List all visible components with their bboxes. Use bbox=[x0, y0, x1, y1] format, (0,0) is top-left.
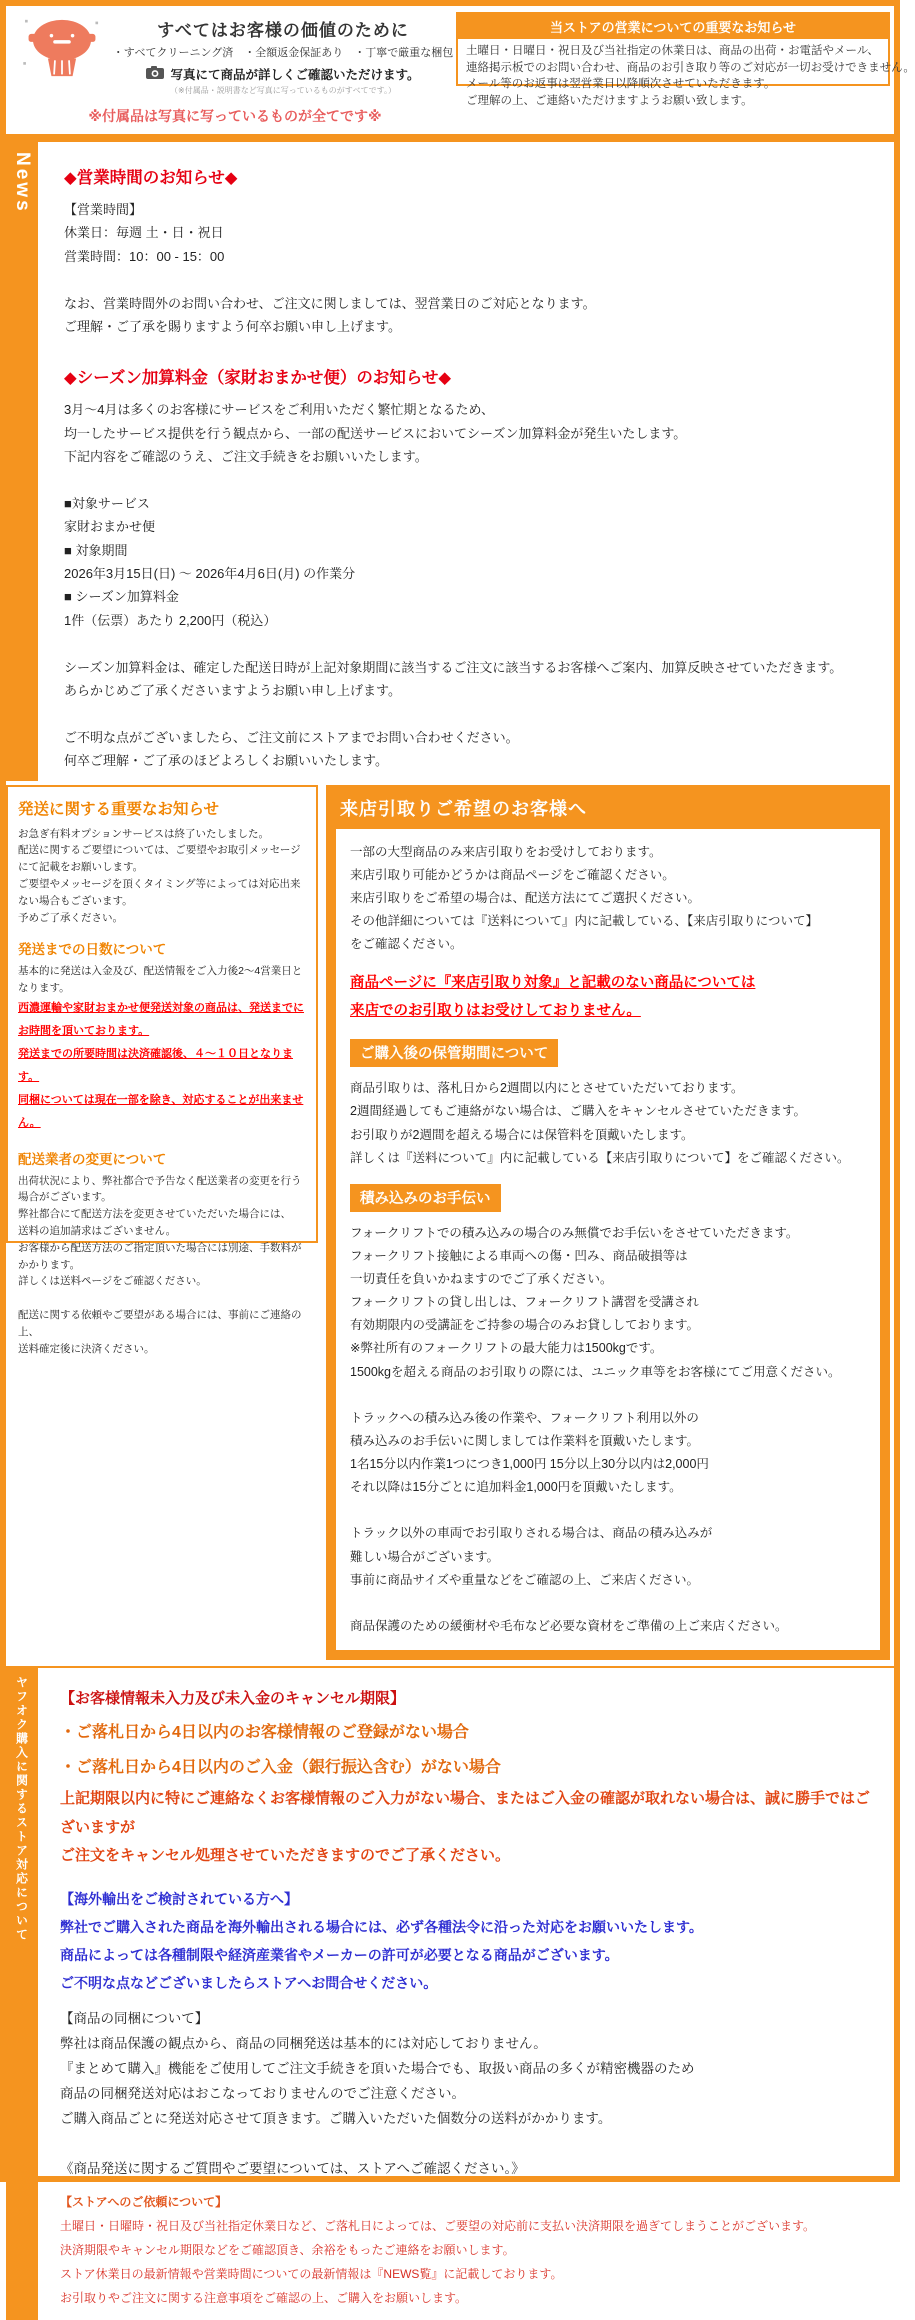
text-line: 弊社でご購入された商品を海外輸出される場合には、必ず各種法令に沿った対応をお願いいたします。 bbox=[60, 1918, 703, 1935]
cancel-deadline-bullets bbox=[60, 1715, 872, 1785]
store-mascot-icon bbox=[14, 12, 110, 85]
text-line: ストア休業日の最新情報や営業時間についての最新情報は『NEWS覧』に記載しております。 bbox=[60, 2266, 563, 2281]
loading-help-lines bbox=[350, 1222, 866, 1638]
text-line bbox=[64, 268, 854, 291]
header-left bbox=[14, 12, 456, 126]
yahoo-policy-section bbox=[6, 1666, 894, 2320]
bullet-line: ・ご落札日から4日以内のお客様情報のご登録がない場合 bbox=[60, 1724, 469, 1742]
text-line: その他詳細については『送料について』内に記載している、【来店引取りについて】 bbox=[350, 913, 819, 928]
bundle-notice bbox=[60, 2007, 872, 2182]
text-line bbox=[350, 1592, 866, 1615]
text-line: お急ぎ有料オプションサービスは終了いたしました。 bbox=[18, 827, 270, 840]
text-line: 予めご了承ください。 bbox=[18, 911, 123, 924]
text-line: 【海外輸出をご検討されている方へ】 bbox=[60, 1890, 298, 1907]
store-tagline bbox=[110, 12, 456, 96]
text-line: ご不明な点などございましたらストアへお問合せください。 bbox=[60, 1974, 438, 1991]
warning-line: 同梱については現在一部を除き、対応することが出来ません。 bbox=[18, 1094, 304, 1130]
warning-line: 西濃運輸や家財おまかせ便発送対象の商品は、発送までにお時間を頂いております。 bbox=[18, 1001, 304, 1038]
text-line: フォークリフトの貸し出しは、フォークリフト講習を受講され bbox=[350, 1295, 699, 1310]
text-line: 来店引取りをご希望の場合は、配送方法にてご選択ください。 bbox=[350, 890, 701, 905]
middle-columns bbox=[6, 781, 894, 1660]
text-line: フォークリフトでの積み込みの場合のみ無償でお手伝いをさせていただきます。 bbox=[350, 1225, 799, 1240]
text-line: 1500kgを超える商品のお引取りの際には、ユニック車等をお客様にてご用意ください。 bbox=[350, 1364, 841, 1379]
text-line: 『まとめて購入』機能をご使用してご注文手続きを頂いた場合でも、取扱い商品の多くが精密機器のため bbox=[60, 2060, 695, 2076]
text-line: 土曜日・日曜時・祝日及び当社指定休業日など、ご落札日によっては、ご要望の対応前に支払い決済期限を過ぎてしまうことがございます。 bbox=[60, 2218, 816, 2233]
photo-note: （※付属品・説明書など写真に写っているものがすべてです。） bbox=[170, 86, 396, 95]
text-line: 何卒ご理解・ご了承のほどよろしくお願いいたします。 bbox=[64, 753, 388, 769]
tagline-points: ・すべてクリーニング済 ・全額返金保証あり ・丁寧で厳重な梱包 bbox=[112, 47, 454, 59]
text-line: 2026年3月15日(日) ～ 2026年4月6日(月) の作業分 bbox=[64, 566, 356, 582]
warning-line: 来店でのお引取りはお受けしておりません。 bbox=[350, 1002, 641, 1019]
text-line: 営業時間：10：00 - 15：00 bbox=[64, 248, 225, 264]
text-line: それ以降は15分ごとに追加料金1,000円を頂戴いたします。 bbox=[350, 1480, 682, 1495]
tagline-title: すべてはお客様の価値のために bbox=[157, 21, 409, 40]
camera-icon bbox=[146, 66, 164, 82]
text-line: ※弊社所有のフォークリフトの最大能力は1500kgです。 bbox=[350, 1341, 663, 1356]
store-request-heading: 【ストアへのご依頼について】 bbox=[60, 2194, 228, 2209]
warning-line: 上記期限以内に特にご連絡なくお客様情報のご入力がない場合、またはご入金の確認が取れない場合は、誠に勝手ではございますが bbox=[60, 1790, 871, 1836]
text-line: 休業日：毎週 土・日・祝日 bbox=[64, 225, 224, 241]
text-line: 送料確定後に決済ください。 bbox=[18, 1342, 155, 1355]
text-line: 土曜日・日曜日・祝日及び当社指定の休業日は、商品の出荷・お電話やメール、 bbox=[466, 45, 879, 57]
text-line: 詳しくは送料ページをご確認ください。 bbox=[18, 1275, 207, 1288]
business-notice-box bbox=[456, 12, 915, 108]
warning-line: 発送までの所要時間は決済確認後、４～１０日となります。 bbox=[18, 1048, 293, 1084]
shipping-days-heading: 発送までの日数について bbox=[18, 942, 167, 958]
text-line: 事前に商品サイズや重量などをご確認の上、ご来店ください。 bbox=[350, 1572, 700, 1587]
text-line: ご不明な点がございましたら、ご注文前にストアまでお問い合わせください。 bbox=[64, 729, 519, 745]
storage-period-badge: ご購入後の保管期間について bbox=[350, 1039, 558, 1067]
shipping-carrier-heading: 配送業者の変更について bbox=[18, 1151, 167, 1167]
text-line: トラックへの積み込み後の作業や、フォークリフト利用以外の bbox=[350, 1410, 699, 1425]
news-content bbox=[38, 142, 894, 781]
warning-line: 商品ページに『来店引取り対象』と記載のない商品については bbox=[350, 975, 756, 992]
text-line bbox=[60, 2132, 872, 2157]
text-line: 下記内容をご確認のうえ、ご注文手続きをお願いいたします。 bbox=[64, 449, 428, 465]
text-line: 商品保護のための緩衝材や毛布など必要な資材をご準備の上ご来店ください。 bbox=[350, 1618, 788, 1633]
export-notice bbox=[60, 1885, 872, 1997]
text-line: 難しい場合がございます。 bbox=[350, 1549, 500, 1564]
text-line: ■対象サービス bbox=[64, 495, 150, 511]
business-notice-title: 当ストアの営業についての重要なお知らせ bbox=[458, 14, 888, 39]
policy-content bbox=[38, 1668, 894, 2320]
news-season-paragraphs bbox=[64, 398, 854, 772]
cancel-deadline-heading: 【お客様情報未入力及び未入金のキャンセル期限】 bbox=[60, 1690, 406, 1708]
text-line: ■ 対象期間 bbox=[64, 542, 128, 558]
text-line: 出荷状況により、弊社都合で予告なく配送業者の変更を行う場合がございます。 bbox=[18, 1174, 302, 1204]
text-line: 送料の追加請求はございません。 bbox=[18, 1224, 177, 1237]
text-line: トラック以外の車両でお引取りされる場合は、商品の積み込みが bbox=[350, 1526, 713, 1541]
text-line: 連絡掲示板でのお問い合わせ、商品のお引き取り等のご対応が一切お受けできません。 bbox=[466, 61, 915, 74]
text-line: 《商品発送に関するご質問やご要望については、ストアへご確認ください。》 bbox=[60, 2160, 525, 2176]
pickup-content bbox=[336, 829, 880, 1650]
text-line bbox=[18, 1290, 306, 1307]
photo-line bbox=[110, 65, 456, 83]
loading-help-badge: 積み込みのお手伝い bbox=[350, 1184, 501, 1212]
text-line: お引取りが2週間を超える場合には保管料を頂戴いたします。 bbox=[350, 1127, 694, 1142]
text-line: 来店引取り可能かどうかは商品ページをご確認ください。 bbox=[350, 867, 675, 882]
text-line: フォークリフト接触による車両への傷・凹み、商品破損等は bbox=[350, 1248, 688, 1263]
text-line: 商品の同梱発送対応はおこなっておりませんのでご注意ください。 bbox=[60, 2085, 465, 2101]
text-line bbox=[64, 702, 854, 725]
text-line: 決済期限やキャンセル期限などをご確認頂き、余裕をもったご連絡をお願いします。 bbox=[60, 2242, 515, 2257]
text-line: 均一したサービス提供を行う観点から、一部の配送サービスにおいてシーズン加算料金が発生いたします。 bbox=[64, 425, 687, 441]
accessories-note: ※付属品は写真に写っているものが全てです※ bbox=[88, 108, 382, 124]
text-line: 積み込みのお手伝いに関しましては作業料を頂戴いたします。 bbox=[350, 1433, 700, 1448]
news-rail-label: News bbox=[12, 152, 33, 214]
text-line: ご要望やメッセージを頂くタイミング等によっては対応出来ない場合もございます。 bbox=[18, 877, 301, 907]
text-line: をご確認ください。 bbox=[350, 937, 463, 952]
text-line: お客様から配送方法のご指定頂いた場合には別途、手数料がかかります。 bbox=[18, 1241, 302, 1271]
text-line: 一切責任を負いかねますのでご了承ください。 bbox=[350, 1272, 613, 1287]
text-line: 2週間経過してもご連絡がない場合は、ご購入をキャンセルさせていただきます。 bbox=[350, 1104, 806, 1119]
text-line: 1件（伝票）あたり 2,200円（税込） bbox=[64, 612, 277, 628]
text-line: 【商品の同梱について】 bbox=[60, 2010, 209, 2026]
shipping-carrier-lines bbox=[18, 1173, 306, 1358]
text-line: シーズン加算料金は、確定した配送日時が上記対象期間に該当するご注文に該当するお客様へご案内、加算反映させていただきます。 bbox=[64, 659, 843, 675]
text-line: ご理解・ご了承を賜りますよう何卒お願い申し上げます。 bbox=[64, 318, 401, 334]
text-line bbox=[64, 469, 854, 492]
text-line: ご購入商品ごとに発送対応させて頂きます。ご購入いただいた個数分の送料がかかります。 bbox=[60, 2110, 612, 2126]
header-brand-row bbox=[14, 12, 456, 96]
store-request-lines bbox=[60, 2214, 872, 2310]
shipping-days-warnings bbox=[18, 997, 306, 1136]
store-request-notice bbox=[60, 2190, 872, 2310]
text-line: 1名15分以内作業1つにつき1,000円 15分以上30分以内は2,000円 bbox=[350, 1457, 709, 1472]
shipping-title: 発送に関する重要なお知らせ bbox=[18, 800, 220, 818]
text-line: ■ シーズン加算料金 bbox=[64, 589, 179, 605]
text-line: 商品によっては各種制限や経済産業省やメーカーの許可が必要となる商品がございます。 bbox=[60, 1946, 619, 1963]
pickup-panel bbox=[326, 785, 890, 1660]
policy-rail-label: ヤフオク購入に関するストア対応について bbox=[14, 1676, 29, 1943]
photo-line-text: 写真にて商品が詳しくご確認いただけます。 bbox=[170, 68, 420, 82]
text-line bbox=[64, 632, 854, 655]
policy-rail bbox=[6, 1668, 38, 2320]
cancel-deadline-warning bbox=[60, 1785, 872, 1871]
pickup-intro bbox=[350, 841, 866, 957]
text-line bbox=[350, 1384, 866, 1407]
text-line: 詳しくは『送料について』内に記載している【来店引取りについて】をご確認ください。 bbox=[350, 1150, 850, 1165]
text-line: 家財おまかせ便 bbox=[64, 519, 156, 535]
storage-period-lines bbox=[350, 1077, 866, 1170]
text-line: 一部の大型商品のみ来店引取りをお受けしております。 bbox=[350, 844, 662, 859]
business-notice-body bbox=[458, 39, 915, 114]
news-rail bbox=[6, 142, 38, 781]
text-line: あらかじめご了承くださいますようお願い申し上げます。 bbox=[64, 683, 401, 699]
pickup-warning bbox=[350, 970, 866, 1025]
bullet-line: ・ご落札日から4日以内のご入金（銀行振込含む）がない場合 bbox=[60, 1759, 501, 1777]
text-line: 有効期限内の受講証をご持参の場合のみお貸ししております。 bbox=[350, 1318, 700, 1333]
text-line: ご理解の上、ご連絡いただけますようお願い致します。 bbox=[466, 95, 753, 108]
text-line: 弊社は商品保護の観点から、商品の同梱発送は基本的には対応しておりません。 bbox=[60, 2035, 547, 2051]
text-line: メール等のお返事は翌営業日以降順次させていただきます。 bbox=[466, 78, 776, 91]
shipping-days-line: 基本的に発送は入金及び、配送情報をご入力後2～4営業日となります。 bbox=[18, 965, 303, 995]
text-line: なお、営業時間外のお問い合わせ、ご注文に関しましては、翌営業日のご対応となります。 bbox=[64, 295, 596, 311]
news-heading-hours: ◆営業時間のお知らせ◆ bbox=[64, 169, 238, 187]
warning-line: ご注文をキャンセル処理させていただきますのでご了承ください。 bbox=[60, 1847, 511, 1865]
text-line: 弊社都合にて配送方法を変更させていただいた場合には、 bbox=[18, 1208, 291, 1221]
text-line: 【営業時間】 bbox=[64, 202, 143, 217]
text-line bbox=[350, 1499, 866, 1522]
news-hours-paragraphs bbox=[64, 198, 854, 338]
text-line: 商品引取りは、落札日から2週間以内にとさせていただいております。 bbox=[350, 1081, 744, 1096]
shipping-intro bbox=[18, 826, 306, 927]
text-line: 3月～4月は多くのお客様にサービスをご利用いただく繁忙期となるため、 bbox=[64, 402, 494, 418]
pickup-title: 来店引取りご希望のお客様へ bbox=[340, 798, 587, 819]
news-section bbox=[6, 134, 894, 781]
shipping-notice-box bbox=[6, 785, 318, 1355]
text-line: 配送に関するご要望については、ご要望やお取引メッセージにて記載をお願いします。 bbox=[18, 844, 301, 874]
news-heading-season-fee: ◆シーズン加算料金（家財おまかせ便）のお知らせ◆ bbox=[64, 369, 452, 388]
text-line: 配送に関する依頼やご要望がある場合には、事前にご連絡の上、 bbox=[18, 1308, 302, 1338]
header bbox=[6, 6, 915, 126]
text-line: お引取りやご注文に関する注意事項をご確認の上、ご購入をお願いします。 bbox=[60, 2290, 468, 2305]
